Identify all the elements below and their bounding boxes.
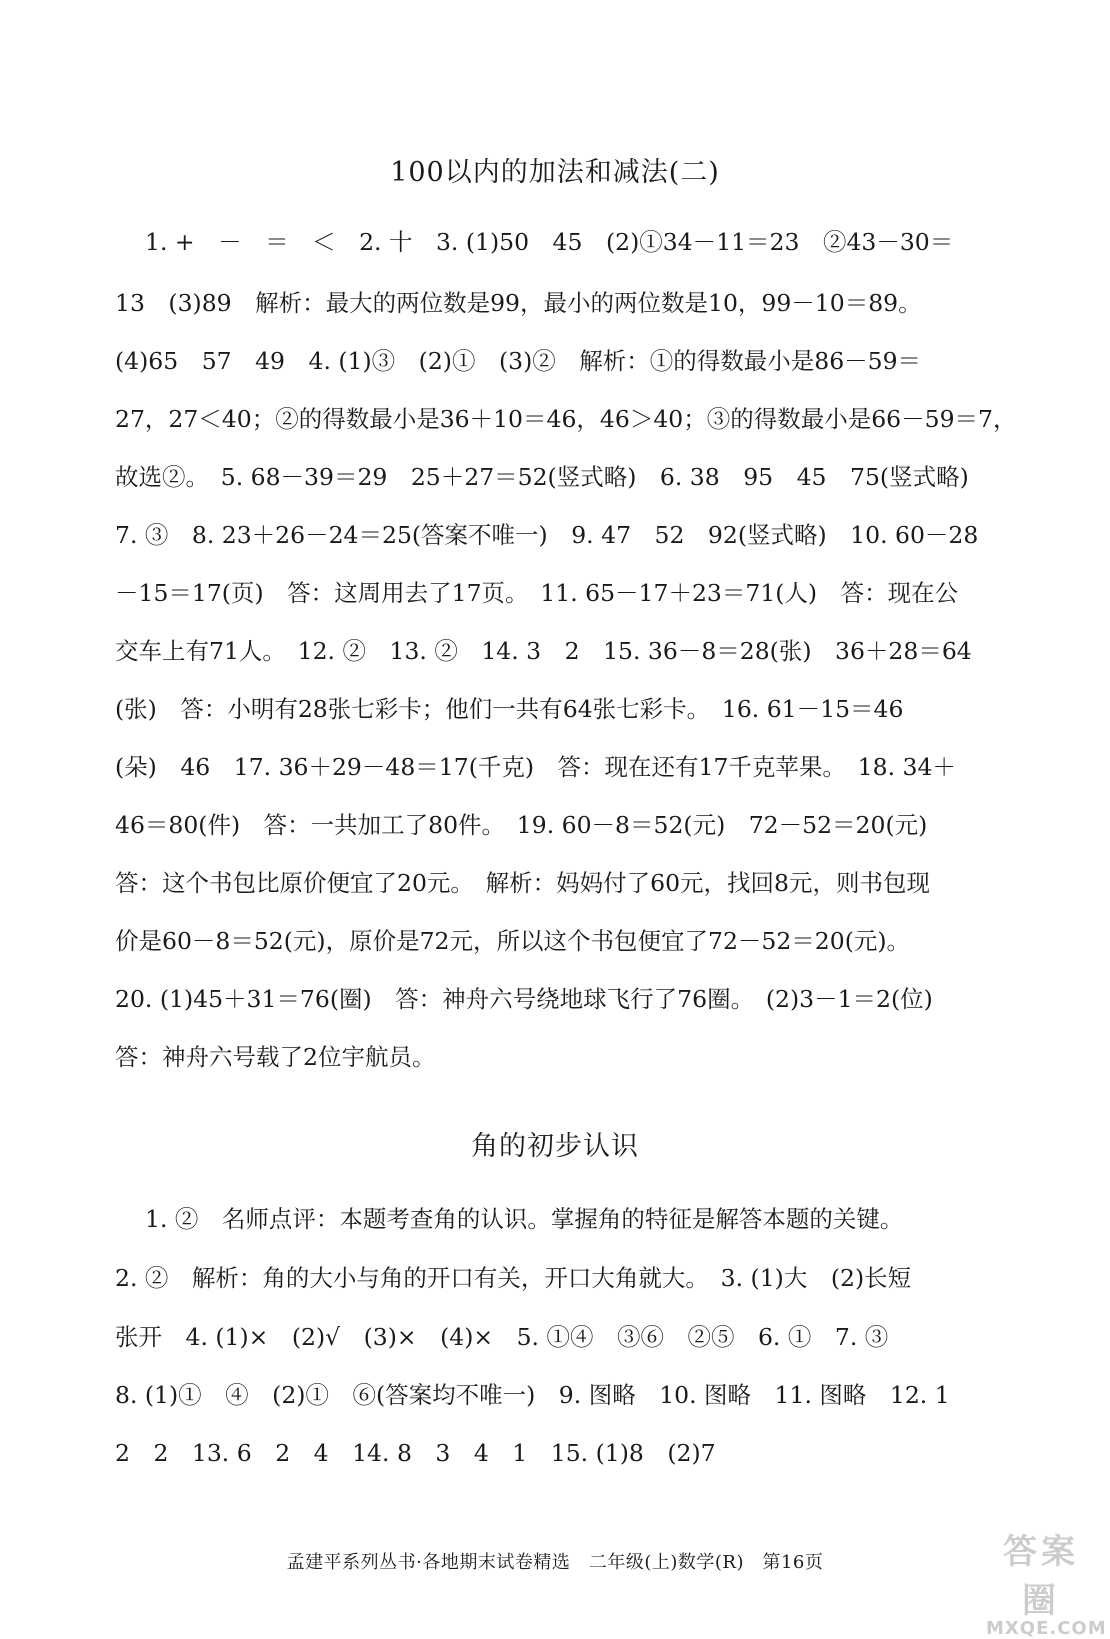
answer-line: 张开 4. (1)× (2)√ (3)× (4)× 5. ①④ ③⑥ ②⑤ 6. ① 7. ③ <box>115 1323 889 1351</box>
answer-line: 答：这个书包比原价便宜了20元。 解析：妈妈付了60元，找回8元，则书包现 <box>115 869 931 897</box>
answer-line: 7. ③ 8. 23＋26－24＝25(答案不唯一) 9. 47 52 92(竖式略) 10. 60－28 <box>115 521 979 549</box>
answer-line: 2 2 13. 6 2 4 14. 8 3 4 1 15. (1)8 (2)7 <box>115 1439 716 1467</box>
answer-line: 交车上有71人。 12. ② 13. ② 14. 3 2 15. 36－8＝28(张) 36＋28＝64 <box>115 637 972 665</box>
answer-line: (朵) 46 17. 36＋29－48＝17(千克) 答：现在还有17千克苹果。 18. 34＋ <box>115 753 956 781</box>
answer-line: －15＝17(页) 答：这周用去了17页。 11. 65－17＋23＝71(人) 答：现在公 <box>115 579 959 607</box>
answer-line: 故选②。 5. 68－39＝29 25＋27＝52(竖式略) 6. 38 95 45 75(竖式略) <box>115 463 969 491</box>
answer-line: 答：神舟六号载了2位宇航员。 <box>115 1043 436 1071</box>
answer-line: 46＝80(件) 答：一共加工了80件。 19. 60－8＝52(元) 72－52＝20(元) <box>115 811 928 839</box>
answer-line: 2. ② 解析：角的大小与角的开口有关，开口大角就大。 3. (1)大 (2)长短 <box>115 1264 912 1292</box>
watermark-bottom-text: MXQE.COM <box>986 1618 1107 1639</box>
answer-line: (张) 答：小明有28张七彩卡；他们一共有64张七彩卡。 16. 61－15＝46 <box>115 695 904 723</box>
answer-line: 1. + － ＝ ＜ 2. 十 3. (1)50 45 (2)①34－11＝23 ②43－30＝ <box>145 228 954 256</box>
answer-line: 价是60－8＝52(元)，原价是72元，所以这个书包便宜了72－52＝20(元)。 <box>115 927 911 955</box>
answer-line: 1. ② 名师点评：本题考查角的认识。掌握角的特征是解答本题的关键。 <box>145 1205 904 1233</box>
answer-line: 20. (1)45＋31＝76(圈) 答：神舟六号绕地球飞行了76圈。 (2)3－1＝2(位) <box>115 985 933 1013</box>
watermark-top-text: 答案圈 <box>1003 1532 1079 1621</box>
section-title-addition-subtraction: 100以内的加法和减法(二) <box>390 157 720 188</box>
answer-line: 13 (3)89 解析：最大的两位数是99，最小的两位数是10，99－10＝89。 <box>115 289 922 317</box>
answer-line: (4)65 57 49 4. (1)③ (2)① (3)② 解析：①的得数最小是86－59＝ <box>115 347 922 375</box>
answer-line: 27，27＜40；②的得数最小是36＋10＝46，46＞40；③的得数最小是66－59＝7， <box>115 405 1017 433</box>
answer-line: 8. (1)① ④ (2)① ⑥(答案均不唯一) 9. 图略 10. 图略 11. 图略 12. 1 <box>115 1381 950 1409</box>
section-title-angles: 角的初步认识 <box>471 1131 639 1162</box>
watermark-logo <box>986 1524 1107 1639</box>
page-footer: 孟建平系列丛书·各地期末试卷精选 二年级(上)数学(R) 第16页 <box>286 1552 824 1573</box>
